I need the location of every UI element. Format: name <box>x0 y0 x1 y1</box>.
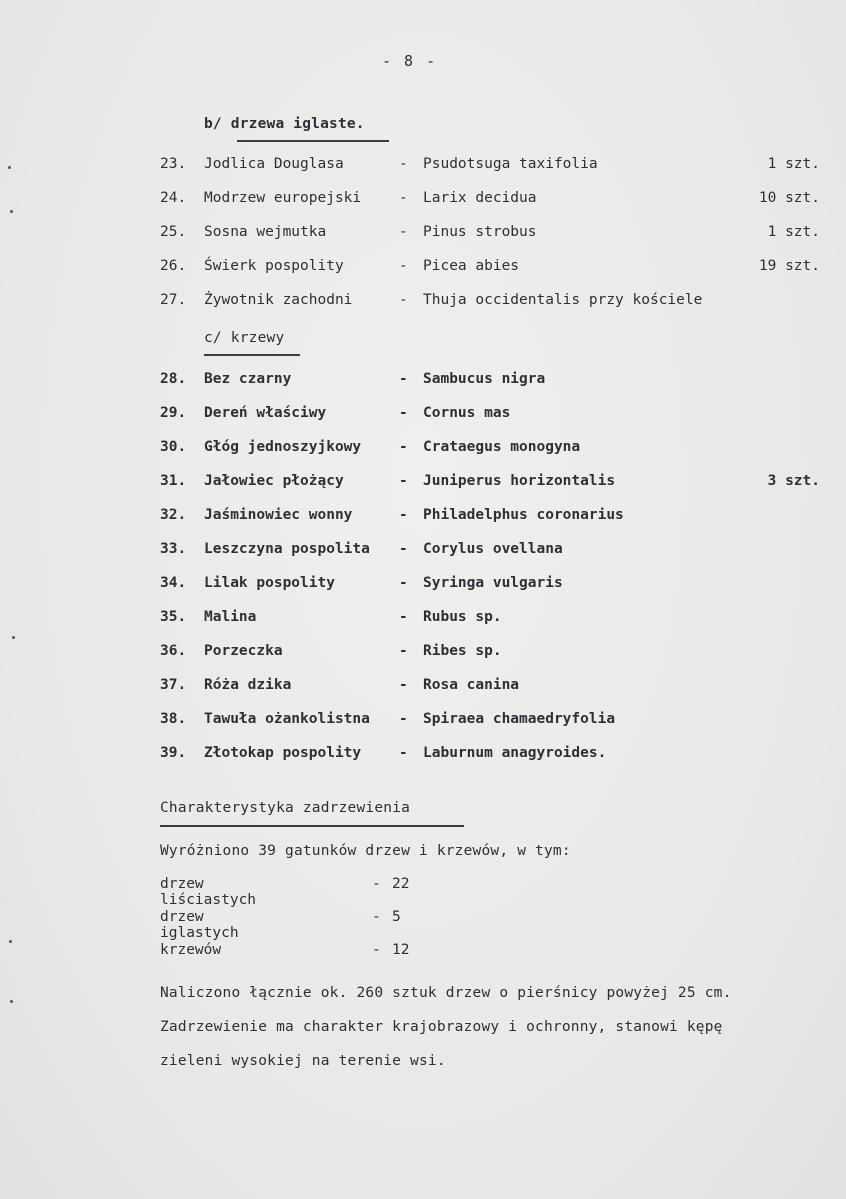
section-c-underline <box>204 354 300 356</box>
polish-name: Dereń właściwy <box>204 405 327 421</box>
item-number: 31. <box>160 473 187 489</box>
item-number: 25. <box>160 224 187 240</box>
separator-dash: - <box>372 942 381 958</box>
scan-speck <box>10 1000 13 1003</box>
separator-dash: - <box>399 439 408 455</box>
page-number: - 8 - <box>382 52 438 70</box>
quantity: 3 szt. <box>767 473 820 489</box>
polish-name: Jodlica Douglasa <box>204 156 344 172</box>
latin-name: Crataegus monogyna <box>423 439 581 455</box>
list-item <box>160 439 820 459</box>
latin-name: Picea abies <box>423 258 520 274</box>
separator-dash: - <box>399 677 408 693</box>
polish-name: Żywotnik zachodni <box>204 292 353 308</box>
item-number: 28. <box>160 371 187 387</box>
item-number: 34. <box>160 575 187 591</box>
latin-name: Larix decidua <box>423 190 537 206</box>
quantity: 1 szt. <box>767 224 820 240</box>
characteristics-intro: Wyróżniono 39 gatunków drzew i krzewów, w tym: <box>160 843 571 859</box>
list-item <box>160 292 820 312</box>
polish-name: Świerk pospolity <box>204 258 344 274</box>
item-number: 29. <box>160 405 187 421</box>
scan-speck <box>9 940 12 943</box>
latin-name: Pinus strobus <box>423 224 537 240</box>
separator-dash: - <box>399 405 408 421</box>
characteristics-para-2: Zadrzewienie ma charakter krajobrazowy i ochronny, stanowi kępę <box>160 1019 723 1035</box>
polish-name: Lilak pospolity <box>204 575 335 591</box>
latin-name: Juniperus horizontalis <box>423 473 616 489</box>
count-label: drzew liściastych <box>160 876 257 908</box>
count-label: drzew iglastych <box>160 909 239 941</box>
characteristics-para-1: Naliczono łącznie ok. 260 sztuk drzew o pierśnicy powyżej 25 cm. <box>160 985 732 1001</box>
polish-name: Leszczyna pospolita <box>204 541 370 557</box>
section-b-heading: b/ drzewa iglaste. <box>204 116 365 132</box>
polish-name: Głóg jednoszyjkowy <box>204 439 362 455</box>
polish-name: Jaśminowiec wonny <box>204 507 353 523</box>
list-item <box>160 156 820 176</box>
list-item <box>160 575 820 595</box>
item-number: 39. <box>160 745 187 761</box>
list-item <box>160 224 820 244</box>
separator-dash: - <box>399 292 408 308</box>
list-item <box>160 507 820 527</box>
count-label: krzewów <box>160 942 222 958</box>
latin-name: Sambucus nigra <box>423 371 546 387</box>
item-number: 36. <box>160 643 187 659</box>
list-item <box>160 677 820 697</box>
list-item <box>160 541 820 561</box>
latin-name: Philadelphus coronarius <box>423 507 624 523</box>
separator-dash: - <box>399 745 408 761</box>
latin-name: Cornus mas <box>423 405 511 421</box>
count-value: 5 <box>392 909 401 925</box>
polish-name: Róża dzika <box>204 677 292 693</box>
characteristics-underline <box>160 825 464 827</box>
latin-name: Syringa vulgaris <box>423 575 563 591</box>
latin-name: Laburnum anagyroides. <box>423 745 607 761</box>
item-number: 32. <box>160 507 187 523</box>
latin-name: Ribes sp. <box>423 643 502 659</box>
scan-speck <box>12 636 15 639</box>
list-item <box>160 371 820 391</box>
scan-speck <box>10 210 13 213</box>
separator-dash: - <box>399 711 408 727</box>
quantity: 1 szt. <box>767 156 820 172</box>
latin-name: Thuja occidentalis przy kościele <box>423 292 703 308</box>
separator-dash: - <box>399 541 408 557</box>
latin-name: Rubus sp. <box>423 609 502 625</box>
polish-name: Jałowiec płożący <box>204 473 344 489</box>
characteristics-heading: Charakterystyka zadrzewienia <box>160 800 411 816</box>
section-c-heading: c/ krzewy <box>204 330 285 346</box>
separator-dash: - <box>399 371 408 387</box>
polish-name: Bez czarny <box>204 371 292 387</box>
polish-name: Malina <box>204 609 257 625</box>
latin-name: Psudotsuga taxifolia <box>423 156 598 172</box>
polish-name: Tawuła ożankolistna <box>204 711 370 727</box>
item-number: 30. <box>160 439 187 455</box>
list-item <box>160 643 820 663</box>
latin-name: Spiraea chamaedryfolia <box>423 711 616 727</box>
section-b-underline <box>237 140 389 142</box>
item-number: 24. <box>160 190 187 206</box>
separator-dash: - <box>399 643 408 659</box>
item-number: 27. <box>160 292 187 308</box>
list-item <box>160 405 820 425</box>
separator-dash: - <box>399 156 408 172</box>
list-item <box>160 745 820 765</box>
separator-dash: - <box>399 258 408 274</box>
separator-dash: - <box>399 190 408 206</box>
quantity: 10 szt. <box>758 190 820 206</box>
item-number: 33. <box>160 541 187 557</box>
item-number: 38. <box>160 711 187 727</box>
list-item <box>160 473 820 493</box>
latin-name: Corylus ovellana <box>423 541 563 557</box>
characteristics-para-3: zieleni wysokiej na terenie wsi. <box>160 1053 446 1069</box>
polish-name: Złotokap pospolity <box>204 745 362 761</box>
polish-name: Porzeczka <box>204 643 283 659</box>
separator-dash: - <box>372 909 381 925</box>
list-item <box>160 190 820 210</box>
separator-dash: - <box>399 473 408 489</box>
item-number: 35. <box>160 609 187 625</box>
item-number: 26. <box>160 258 187 274</box>
polish-name: Sosna wejmutka <box>204 224 327 240</box>
quantity: 19 szt. <box>758 258 820 274</box>
scan-speck <box>8 166 11 169</box>
list-item <box>160 609 820 629</box>
list-item <box>160 711 820 731</box>
latin-name: Rosa canina <box>423 677 520 693</box>
count-value: 22 <box>392 876 410 892</box>
separator-dash: - <box>399 224 408 240</box>
item-number: 37. <box>160 677 187 693</box>
polish-name: Modrzew europejski <box>204 190 362 206</box>
separator-dash: - <box>372 876 381 892</box>
separator-dash: - <box>399 609 408 625</box>
separator-dash: - <box>399 575 408 591</box>
item-number: 23. <box>160 156 187 172</box>
separator-dash: - <box>399 507 408 523</box>
list-item <box>160 258 820 278</box>
count-value: 12 <box>392 942 410 958</box>
